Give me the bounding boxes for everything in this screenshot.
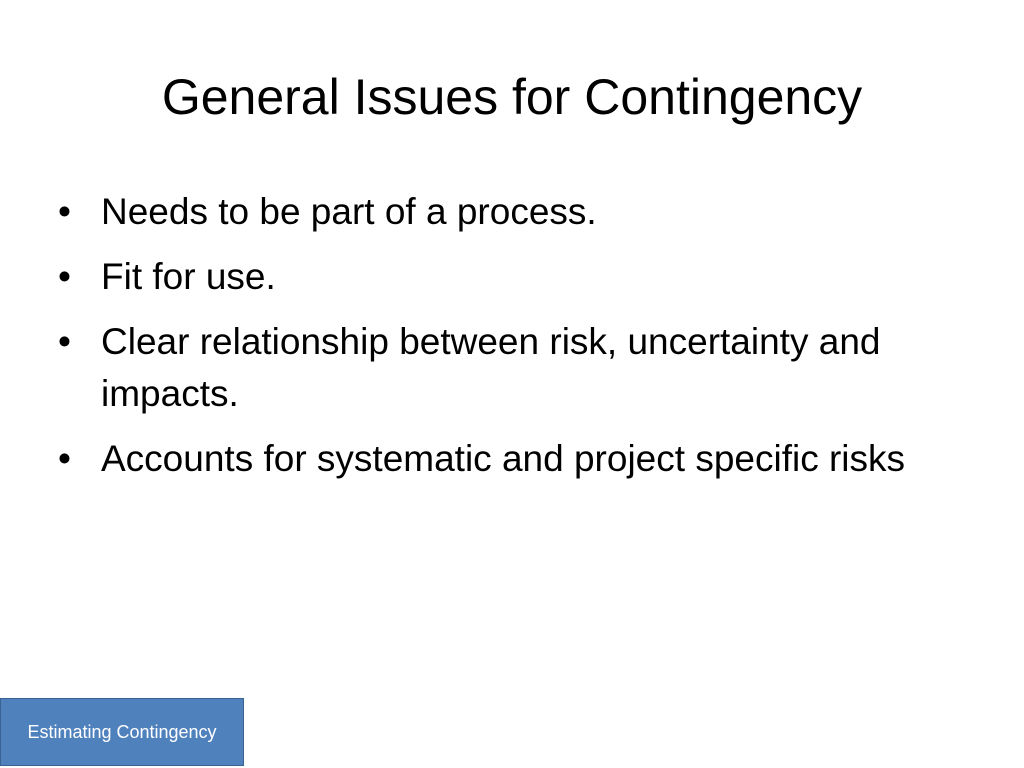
bullet-icon: • — [58, 256, 71, 297]
bullet-text: Clear relationship between risk, uncertainty and impacts. — [101, 321, 881, 414]
footer-label-box — [0, 698, 244, 766]
bullet-item — [58, 316, 938, 420]
bullet-icon: • — [58, 321, 71, 362]
footer-label: Estimating Contingency — [27, 721, 217, 742]
bullet-text: Accounts for systematic and project specific risks — [101, 438, 906, 479]
bullet-list — [58, 186, 938, 498]
slide-title: General Issues for Contingency — [161, 69, 863, 125]
bullet-icon: • — [58, 191, 71, 232]
bullet-icon: • — [58, 438, 71, 479]
bullet-text: Fit for use. — [101, 256, 276, 297]
bullet-item — [58, 186, 938, 238]
bullet-item — [58, 433, 938, 485]
bullet-text: Needs to be part of a process. — [101, 191, 597, 232]
bullet-item — [58, 251, 938, 303]
